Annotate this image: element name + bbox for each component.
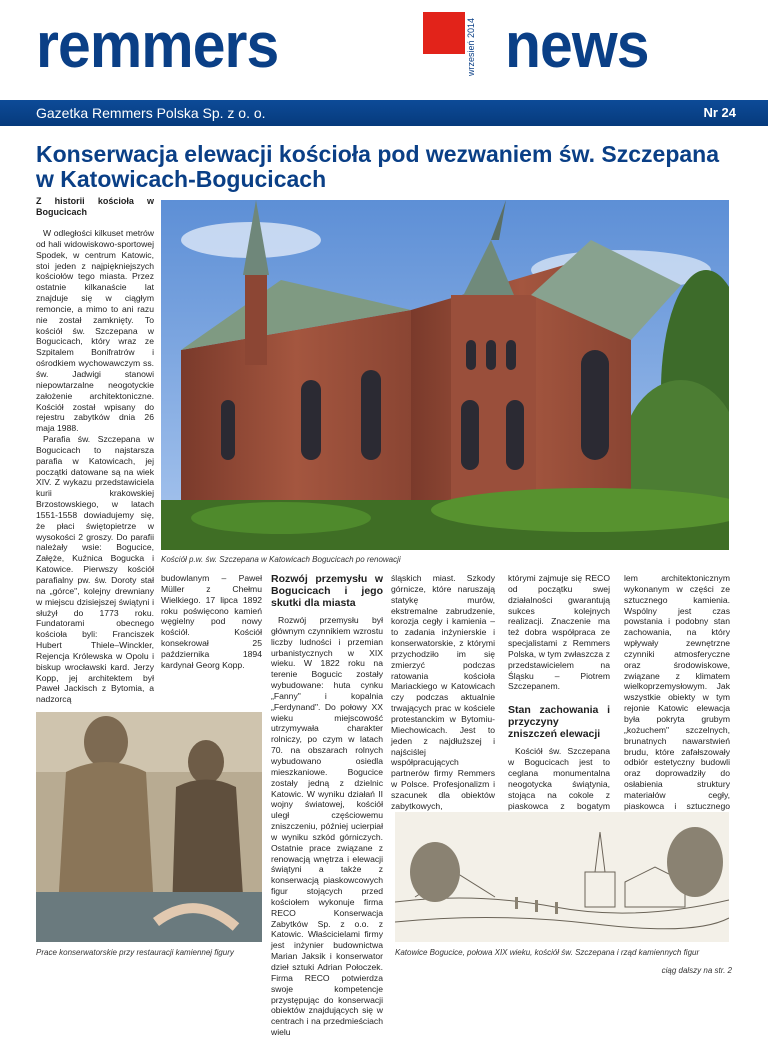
figures-caption: Prace konserwatorskie przy restauracji kamiennej figury: [36, 948, 234, 957]
column-5: [508, 573, 610, 822]
church-photo: [161, 200, 729, 550]
col3-paragraph: Rozwój przemysłu był głównym czynnikiem wzrostu liczby ludności i przemian urbanistycznych w XIX wieku. W 1822 roku na terenie Bogucic zostały wybudowane: huta cynku „Fanny" i kopalnia „Ferdynand". Do połowy XX wieku miejscowość utrzymywała charakter rolniczy, po czym w latach 70. na obszarach rolnych wybudowano osiedla mieszkaniowe. Bogucice zostały jedną z dzielnic Katowic. W wyniku działań II wojny światowej, kościół uległ częściowemu zniszczeniu, później ucierpiał w wyniku szkód górniczych. Ostatnie prace związane z renowacją wnętrza i elewacji świątyni a także z konserwacją piaskowcowych figur stojących przed kościołem wykonuje firma RECO Konserwacja Zabytków Sp. z o.o. z Katowic. Właścicielami firmy jest inżynier budownictwa Marian Jaksik i konserwator dzieł sztuki Adrian Połoczek. Firma RECO potwierdza swoje kompetencje przystępując do konserwacji obiektów znajdujących się w centrach i na przedmieściach wielu: [271, 615, 383, 1038]
section-industry-heading: Rozwój przemysłu w Bogucicach i jego skutki dla miasta: [271, 573, 383, 609]
issue-number: Nr 24: [703, 105, 736, 120]
subtitle-bar: [0, 100, 768, 126]
church-illustration: [161, 200, 729, 550]
masthead: [0, 0, 768, 100]
red-square-logo: [423, 12, 465, 54]
col2-paragraph: budowlanym – Paweł Müller z Chełmu Wielkiego. 17 lipca 1892 roku poświęcono kamień węgielny pod nowy kościół. Kościół konsekrował 25 października 1894 kardynał Georg Kopp.: [161, 573, 262, 670]
col1-paragraph-1: W odległości kilkuset metrów od hali widowiskowo-sportowej Spodek, w centrum Katowic, stoi jeden z najpiękniejszych kościołów tego miasta. Przez ostatnie kilkanaście lat znajduje się w ciągłym remoncie, a mimo to ani razu nie został zamknięty. To kościół św. Szczepana w Bogucicach, który wraz ze Szpitalem Bonifratrów i ośrodkiem wychowawczym ss. św. Jadwigi stanowi niepowtarzalne neogotyckie założenie architektoniczne. Kościół został wpisany do rejestru zabytków dnia 26 maja 1988.: [36, 228, 154, 434]
col1-paragraph-2: Parafia św. Szczepana w Bogucicach to najstarsza parafia w Katowicach, jej początki datowane są na wiek XIV. Z wykazu przedstawiciela kurii krakowskiej Brzostowskiego, w latach 1551-1558 dowiadujemy się, że płaci świętopietrze w wysokości 2 groszy. Do parafii należały wsie: Bogucice, Załęże, Kuźnica Bogucka i Katowice. Pierwszy kościół parafialny pw. św. Doroty stał na „górce", kolejny drewniany w miejscu dzisiejszej świątyni i służył do 1773 roku. Fundatorami obecnego kościoła byli: Franciszek Hubert Thiele–Winckler, Rejencja Królewska w Opolu i biskup wrocławski kard. Jerzy Kopp, jej architektem był Paweł Jackisch z Bytomia, a nadzorcą: [36, 434, 154, 705]
statue-restoration-photo: [36, 712, 262, 942]
col6-text: lem architektonicznym wykonanym w części ze sztucznego kamienia. Wspólny jest czas powstania i podobny stan zachowania, na który wpływały zewnętrzne czynniki atmosferyczne oraz środowiskowe, związane z klimatem wielkoprzemysłowym. Jak wszystkie obiekty w tym rejonie Katowic elewacja była pokryta grubym „kożuchem" szczelnych, brunatnych nawarstwień brudu, które zafałszowały odbiór estetyczny budowli oraz doprowadziły do osłabienia struktury materiałów cegły, piaskowca i sztucznego: [624, 573, 730, 811]
publication-subtitle: Gazetka Remmers Polska Sp. z o. o.: [36, 105, 266, 121]
col6-paragraph: [624, 573, 730, 822]
continued-note: ciąg dalszy na str. 2: [661, 966, 732, 975]
engraving-illustration: [395, 812, 729, 942]
engraving-caption: Katowice Bogucice, połowa XIX wieku, kościół św. Szczepana i rząd kamiennych figur: [395, 948, 700, 957]
article-headline: Konserwacja elewacji kościoła pod wezwaniem św. Szczepana w Katowicach-Bogucicach: [36, 141, 720, 192]
section-condition-heading: Stan zachowania i przyczyny zniszczeń elewacji: [508, 704, 610, 741]
col5-paragraph: którymi zajmuje się RECO od początku swej działalności gwarantują sukces kolejnych realizacji. Znaczenie ma też dobra współpraca ze specjalistami z Remmers Polska, w tym zwłaszcza z przedstawicielem na Śląsku – Piotrem Szczepanem.: [508, 573, 610, 692]
historical-engraving: [395, 812, 729, 942]
column-6: [624, 573, 730, 822]
issue-date: wrzesień 2014: [466, 17, 476, 76]
column-1: [36, 196, 154, 705]
column-4: [391, 573, 495, 812]
column-2: [161, 573, 262, 671]
column-3: [271, 573, 383, 1038]
col4-paragraph: śląskich miast. Szkody górnicze, które naruszają statykę murów, ekstremalne zabrudzenie, korozja cegły i kamienia – to zadania inżynierskie i konserwatorskie, z którymi przychodziło im się zmierzyć podczas ratowania kościoła Mariackiego w Katowicach czy podczas aktualnie trwających prac w kościele protestanckim w Bytomiu-Miechowicach. Jest to jeden z najdłuższej i najściślej współpracujących partnerów firmy Remmers w Polsce. Profesjonalizm i szacunek dla obiektów zabytkowych,: [391, 573, 495, 811]
brand-remmers: remmers: [36, 9, 279, 81]
main-photo-caption: Kościół p.w. św. Szczepana w Katowicach Bogucicach po renowacji: [161, 555, 401, 564]
section-history-heading: Z historii kościoła w Bogucicach: [36, 196, 154, 217]
statue-illustration: [36, 712, 262, 942]
col5-paragraph-2: Kościół św. Szczepana w Bogucicach jest to ceglana monumentalna neogotycka świątynia, stojąca na cokole z piaskowca z bogatym: [508, 746, 610, 811]
brand-news: news: [505, 9, 649, 81]
